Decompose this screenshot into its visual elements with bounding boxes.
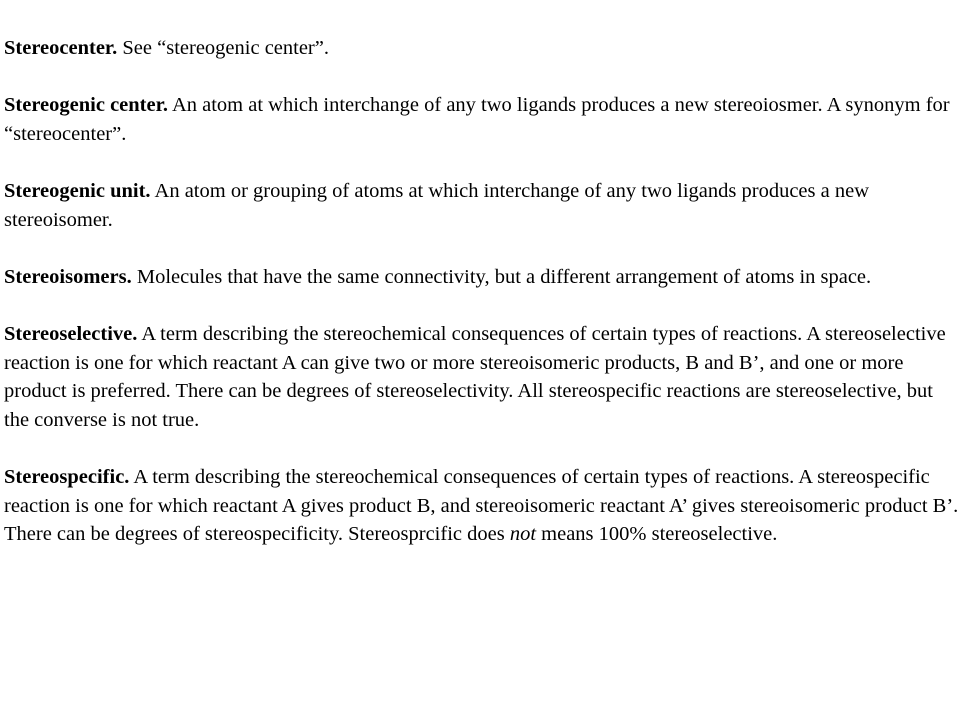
glossary-entry-stereoselective [4,320,960,434]
glossary-slide [4,34,960,577]
definition-stereospecific: A term describing the stereochemical consequences of certain types of reactions. A stereospecific reaction is one for which reactant A gives product B, and stereoisomeric reactant A’ gives stereoisomeric product B’. There can be degrees of stereospecificity. Stereosprcific does [4,465,959,546]
definition-stereoselective: A term describing the stereochemical consequences of certain types of reactions. A stereoselective reaction is one for which reactant A can give two or more stereoisomeric products, B and B’, and one or more product is preferred. There can be degrees of stereoselectivity. All stereospecific reactions are stereoselective, but the converse is not true. [4,322,946,431]
definition-stereospecific-end: means 100% stereoselective. [536,523,778,546]
definition-stereogenic-unit: An atom or grouping of atoms at which interchange of any two ligands produces a new stereoisomer. [4,179,869,231]
term-stereocenter: Stereocenter. [4,37,118,59]
glossary-entry-stereospecific [4,463,960,549]
definition-stereocenter: See “stereogenic center”. [117,37,329,59]
glossary-entry-stereocenter [4,34,960,63]
definition-stereogenic-center: An atom at which interchange of any two ligands produces a new stereoiosmer. A synonym for “stereocenter”. [4,94,950,145]
glossary-entry-stereogenic-center [4,91,960,148]
emphasis-not: not [509,523,537,546]
definition-stereoisomers: Molecules that have the same connectivity, but a different arrangement of atoms in space. [131,265,872,288]
term-stereogenic-unit: Stereogenic unit. [4,179,151,202]
term-stereoselective: Stereoselective. [4,322,138,345]
term-stereospecific: Stereospecific. [4,465,130,488]
term-stereoisomers: Stereoisomers. [4,265,132,288]
term-stereogenic-center: Stereogenic center. [4,94,168,117]
glossary-entry-stereoisomers [4,263,960,292]
glossary-entry-stereogenic-unit [4,177,960,234]
